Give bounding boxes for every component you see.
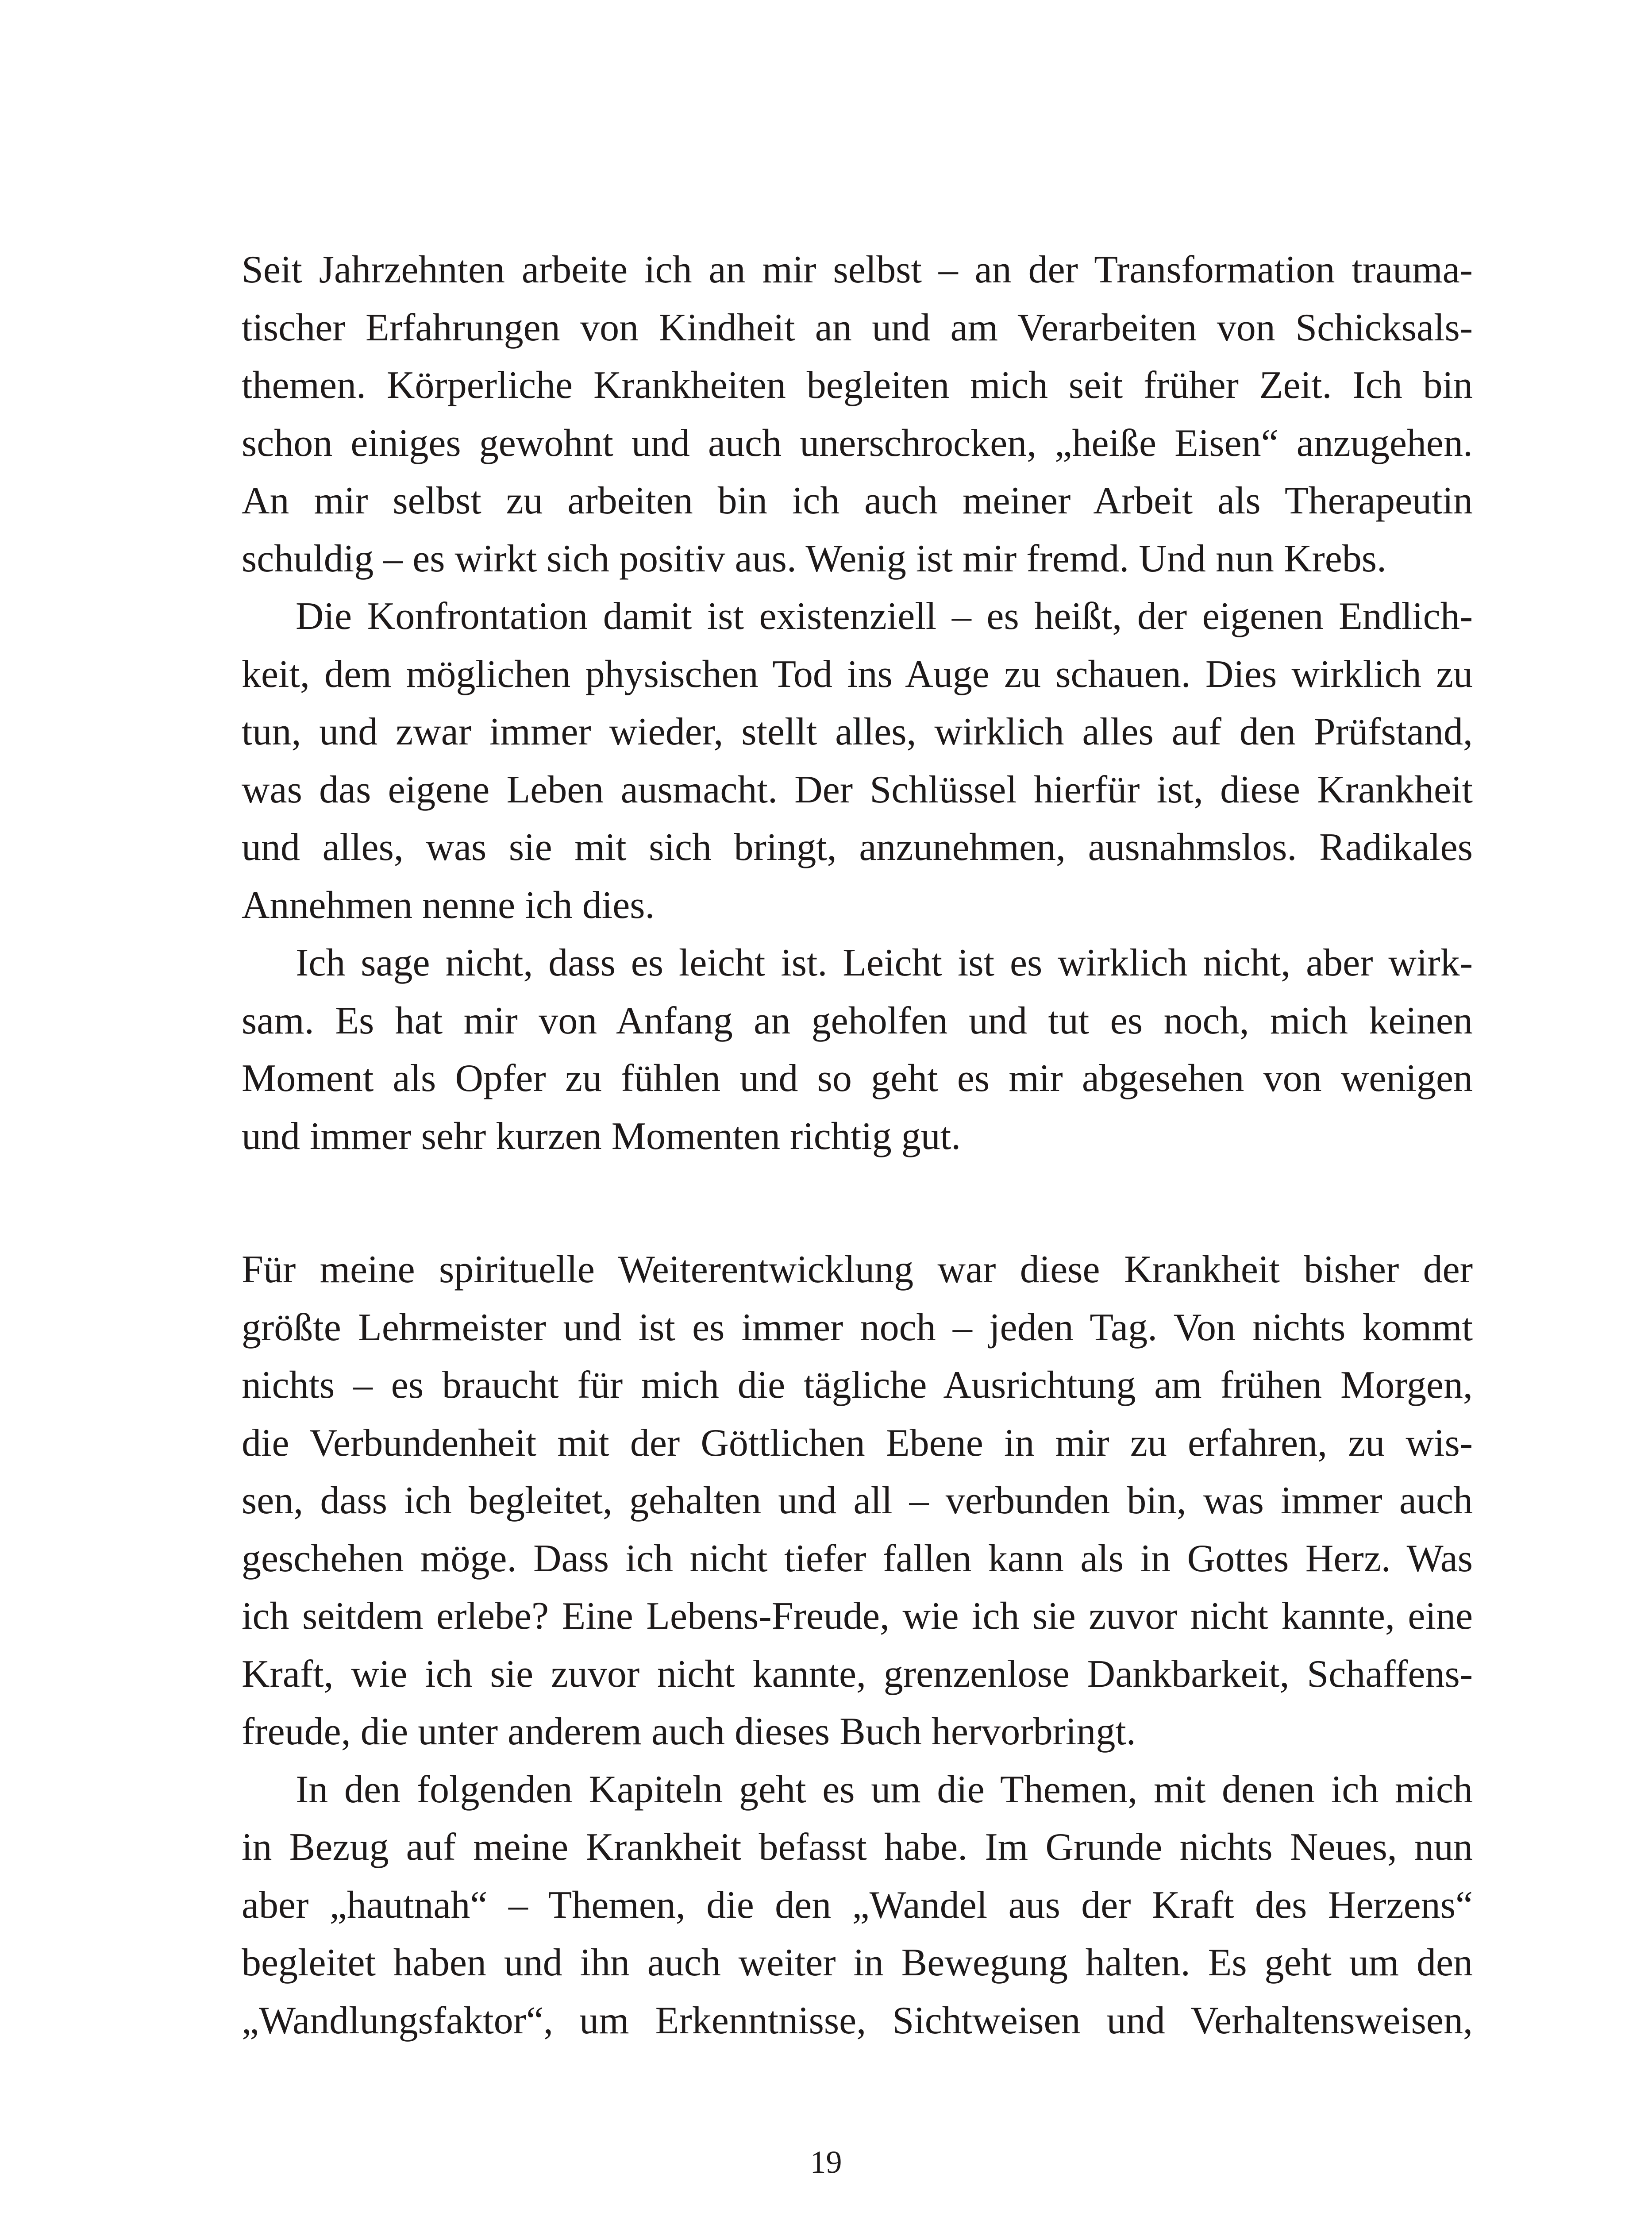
- text-line: themen. Körperliche Krankheiten begleiten mich seit früher Zeit. Ich bin: [242, 364, 1473, 407]
- text-line: Die Konfrontation damit ist existenziell – es heißt, der eigenen Endlich-: [296, 595, 1473, 638]
- text-line: geschehen möge. Dass ich nicht tiefer fallen kann als in Gottes Herz. Was: [242, 1537, 1473, 1580]
- text-line: Ich sage nicht, dass es leicht ist. Leicht ist es wirklich nicht, aber wirk-: [296, 941, 1473, 984]
- text-line: keit, dem möglichen physischen Tod ins Auge zu schauen. Dies wirklich zu: [242, 652, 1473, 696]
- page-number: 19: [810, 2144, 842, 2180]
- text-line: schon einiges gewohnt und auch unerschrocken, „heiße Eisen“ anzugehen.: [242, 421, 1473, 465]
- text-line: tun, und zwar immer wieder, stellt alles, wirklich alles auf den Prüfstand,: [242, 710, 1473, 753]
- text-section-1: [242, 241, 1473, 1165]
- text-line: Moment als Opfer zu fühlen und so geht es mir abgesehen von wenigen: [242, 1057, 1473, 1100]
- text-line: Seit Jahrzehnten arbeite ich an mir selbst – an der Transformation trauma-: [242, 248, 1473, 291]
- text-line: An mir selbst zu arbeiten bin ich auch meiner Arbeit als Therapeutin: [242, 479, 1473, 522]
- text-line: freude, die unter anderem auch dieses Buch hervorbringt.: [242, 1710, 1136, 1753]
- text-line: begleitet haben und ihn auch weiter in Bewegung halten. Es geht um den: [242, 1941, 1473, 1984]
- text-line: aber „hautnah“ – Themen, die den „Wandel aus der Kraft des Herzens“: [242, 1883, 1473, 1927]
- text-line: tischer Erfahrungen von Kindheit an und am Verarbeiten von Schicksals-: [242, 306, 1473, 349]
- text-line: Annehmen nenne ich dies.: [242, 883, 655, 927]
- text-line: In den folgenden Kapiteln geht es um die Themen, mit denen ich mich: [296, 1768, 1473, 1811]
- text-section-2: [242, 1241, 1473, 2050]
- text-line: größte Lehrmeister und ist es immer noch – jeden Tag. Von nichts kommt: [242, 1306, 1473, 1349]
- text-line: schuldig – es wirkt sich positiv aus. Wenig ist mir fremd. Und nun Krebs.: [242, 537, 1387, 580]
- text-line: was das eigene Leben ausmacht. Der Schlüssel hierfür ist, diese Krankheit: [242, 768, 1473, 811]
- text-line: sam. Es hat mir von Anfang an geholfen und tut es noch, mich keinen: [242, 999, 1473, 1042]
- text-line: ich seitdem erlebe? Eine Lebens-Freude, wie ich sie zuvor nicht kannte, eine: [242, 1595, 1473, 1638]
- text-line: sen, dass ich begleitet, gehalten und all – verbunden bin, was immer auch: [242, 1479, 1473, 1522]
- text-line: Kraft, wie ich sie zuvor nicht kannte, grenzenlose Dankbarkeit, Schaffens-: [242, 1652, 1473, 1696]
- text-line: die Verbundenheit mit der Göttlichen Ebene in mir zu erfahren, zu wis-: [242, 1421, 1473, 1465]
- text-line: und alles, was sie mit sich bringt, anzunehmen, ausnahmslos. Radikales: [242, 826, 1473, 869]
- text-line: und immer sehr kurzen Momenten richtig gut.: [242, 1114, 961, 1158]
- text-line: nichts – es braucht für mich die tägliche Ausrichtung am frühen Morgen,: [242, 1364, 1473, 1407]
- text-line: Für meine spirituelle Weiterentwicklung war diese Krankheit bisher der: [242, 1248, 1473, 1291]
- text-line: „Wandlungsfaktor“, um Erkenntnisse, Sichtweisen und Verhaltensweisen,: [242, 1999, 1473, 2042]
- text-line: in Bezug auf meine Krankheit befasst habe. Im Grunde nichts Neues, nun: [242, 1826, 1473, 1869]
